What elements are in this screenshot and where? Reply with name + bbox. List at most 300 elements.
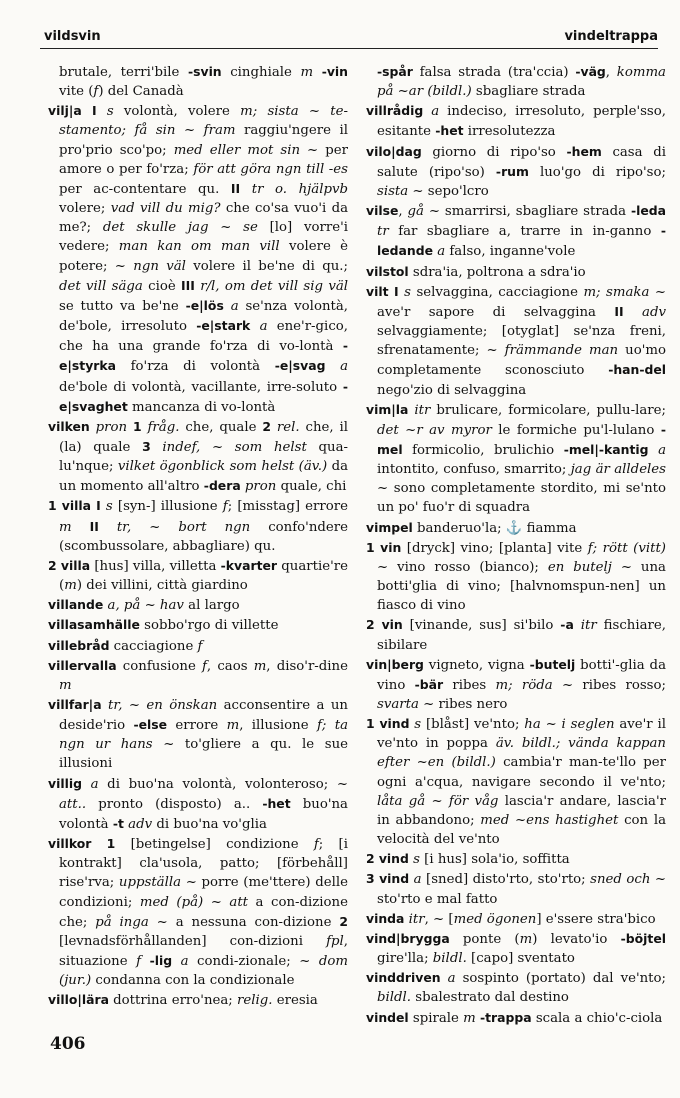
subentry: -svin <box>187 64 222 79</box>
entry-text: raggiu'ngere il pro'prio sco'po; <box>59 123 348 158</box>
entry-text: [vinande, sus] si'bilo <box>402 618 561 634</box>
entry-text: porre (me'ttere) delle condizioni; <box>59 875 348 910</box>
entry-italic: fråg. <box>147 419 180 435</box>
entry-text: [sned] disto'rto, sto'rto; <box>421 872 591 888</box>
headword: vind <box>378 851 409 867</box>
sense-number: 1 <box>366 539 375 555</box>
entry-text: per ac-contentare qu. <box>59 181 231 197</box>
sense-number: 2 <box>48 557 57 573</box>
subentry: -ledande <box>377 223 666 259</box>
entry-text: mancanza di vo-lontà <box>127 399 276 415</box>
entry-italic: relig. <box>237 993 273 1009</box>
entry-italic: f; rött (vitt) ~ <box>377 540 666 575</box>
subentry: -hem <box>566 143 602 159</box>
dictionary-entry <box>366 909 666 929</box>
entry-text: qua-lu'nque; <box>59 439 348 475</box>
entry-italic: det ~r av myror <box>377 422 492 438</box>
subentry: -böjtel <box>620 930 667 946</box>
entry-italic: med eller mot sin ~ <box>173 142 319 158</box>
entry-text: gire'lla; <box>377 951 433 967</box>
entry-italic: m; sista ~ te-stamento; få sin ~ fram <box>59 104 348 139</box>
entry-italic: fpl <box>326 933 344 949</box>
sense-number: 2 <box>366 851 375 867</box>
headword: villande <box>48 597 104 613</box>
entry-text: [syn-] illusione <box>112 499 223 515</box>
subentry: -e|stark <box>196 318 251 334</box>
entry-text: to'gliere a qu. le sue illusioni <box>59 737 348 772</box>
entry-text: sbalestrato dal destino <box>411 990 569 1006</box>
entry-italic: vad vill du mig? <box>110 201 221 217</box>
entry-italic: m <box>463 1010 476 1026</box>
entry-text: fo'rza di volontà <box>116 359 275 375</box>
headword: vim|la <box>366 401 409 417</box>
entry-text: [lo] vorre'i vedere; <box>59 220 348 255</box>
entry-text: [dryck] vino; [planta] vite <box>401 540 588 556</box>
subentry: -trappa <box>479 1009 532 1025</box>
entry-text: fischiare, sibilare <box>377 618 666 653</box>
entry-italic: för att göra ngn till -es <box>193 161 348 177</box>
sense-number: II <box>614 303 624 319</box>
headword: vindel <box>366 1009 409 1025</box>
subentry: -e|styrka <box>59 338 348 374</box>
entry-italic: pron <box>244 479 277 495</box>
dictionary-entry <box>48 556 348 595</box>
entry-italic: m <box>253 658 267 674</box>
entry-text: botti'-glia da vino <box>377 657 666 693</box>
subentry: -e|svag <box>274 358 326 374</box>
entry-text: cioè <box>142 278 182 294</box>
entry-text: , caos <box>206 658 254 674</box>
entry-text: a nessuna con-dizione <box>167 914 340 930</box>
entry-text: confo'ndere (scombussolare, abbagliare) qu. <box>59 519 348 554</box>
subentry: -het <box>262 795 291 811</box>
entry-text <box>151 440 163 455</box>
headword: villig <box>48 775 82 791</box>
entry-text: confusione <box>116 658 202 674</box>
subentry: -väg <box>575 64 606 79</box>
entry-italic: vilket ögonblick som helst (äv.) <box>117 459 328 475</box>
sense-number: I <box>91 103 97 119</box>
dictionary-entry <box>48 774 348 834</box>
dictionary-entry <box>366 1008 666 1028</box>
entry-italic: med ögonen <box>453 911 537 927</box>
entry-italic: s <box>106 104 114 120</box>
entry-text <box>240 182 252 197</box>
entry-text: [levnadsförhållanden] con-dizioni <box>59 933 327 949</box>
subentry: -mel <box>377 421 666 457</box>
subentry: -leda <box>630 203 666 219</box>
entry-italic: f <box>197 638 203 654</box>
entry-text: sobbo'rgo di villette <box>139 618 279 634</box>
dictionary-entry <box>366 968 666 1007</box>
entry-text: quale, chi <box>276 479 347 495</box>
entry-text: ribes rosso; <box>573 677 666 693</box>
entry-text <box>649 443 659 458</box>
entry-text: volere il be'ne di qu.; <box>185 258 348 274</box>
headword: villa <box>60 557 91 573</box>
headword: vilo|dag <box>366 143 422 159</box>
entry-text: cacciagione <box>109 638 198 654</box>
entry-italic: ~ dom (jur.) <box>59 954 348 989</box>
entry-text: [betingelse] condizione <box>115 837 314 853</box>
entry-text <box>313 65 322 80</box>
entry-italic: f <box>136 954 142 970</box>
entry-italic: itr <box>580 618 597 634</box>
entry-text: se'nza volontà, de'bole, irresoluto <box>59 298 349 335</box>
headword: villasamhälle <box>48 617 140 633</box>
entry-text: , <box>605 65 617 80</box>
entry-italic: ~ främmande man <box>486 343 619 359</box>
entry-text: buo'na volontà <box>59 796 348 832</box>
entry-text: uo'mo completamente sconosciuto <box>377 343 666 379</box>
sense-number: I <box>394 283 399 299</box>
entry-text: brutale, terri'bile <box>59 65 188 80</box>
sense-number: 2 <box>366 617 375 633</box>
headword: vinddriven <box>366 970 441 986</box>
entry-italic: s <box>414 717 422 733</box>
dictionary-entry <box>366 655 666 714</box>
sense-number: 3 <box>366 871 375 887</box>
entry-text <box>441 971 448 986</box>
subentry: -spår <box>377 64 413 79</box>
entry-italic: komma på ~ar (bildl.) <box>377 65 666 100</box>
dictionary-entry <box>366 518 666 538</box>
headword: villa <box>61 498 91 514</box>
entry-text <box>624 305 642 320</box>
entry-italic: itr <box>414 402 431 418</box>
entry-italic: m <box>59 677 72 693</box>
headword: villrådig <box>366 103 424 119</box>
entry-italic: a <box>259 319 268 335</box>
dictionary-entry <box>48 834 348 990</box>
subentry: -mel|-kantig <box>563 441 649 457</box>
entry-text: ; [i kontrakt] cla'usola, patto; [förbehåll] rise'rva; <box>59 837 348 891</box>
headword: vilken <box>48 418 90 434</box>
entry-text: , <box>398 204 408 220</box>
entry-italic: m <box>519 931 533 947</box>
subentry: -het <box>435 123 464 139</box>
entry-text: indeciso, irresoluto, perple'sso, esitante <box>377 104 666 140</box>
entry-text: sospinto (portato) dal ve'nto; <box>455 971 666 987</box>
entry-text: che, il (la) quale <box>59 419 349 455</box>
entry-italic: f; ta ngn ur hans ~ <box>59 718 348 753</box>
dictionary-entry <box>366 101 666 141</box>
entry-text: spirale <box>408 1010 464 1026</box>
sense-number: 2 <box>262 418 271 434</box>
entry-text <box>141 954 150 969</box>
entry-text: volere è potere; <box>59 239 349 274</box>
headword: villervalla <box>48 657 117 673</box>
subentry: -e|svaghet <box>59 378 348 414</box>
dictionary-entry <box>48 496 348 555</box>
entry-italic: låta gå ~ för våg <box>377 793 499 809</box>
entry-text: brulicare, formicolare, pullu-lare; <box>430 402 666 418</box>
entry-text <box>574 618 581 633</box>
entry-text: che co'sa vuo'i da me?; <box>59 201 349 236</box>
entry-text: de'bole di volontà, vacillante, irre-soluto <box>59 379 343 395</box>
entry-text: ) levato'io <box>532 931 621 947</box>
subentry: -bär <box>414 676 444 692</box>
entry-italic: a <box>90 776 99 792</box>
left-column <box>48 62 348 1011</box>
entry-italic: jag är alldeles ~ <box>377 462 667 497</box>
entry-text: ; [misstag] errore <box>227 499 348 515</box>
dictionary-entry <box>366 615 666 654</box>
dictionary-entry <box>48 417 348 497</box>
entry-text: sepo'lcro <box>423 183 489 199</box>
subentry: -kvarter <box>220 557 278 573</box>
headword: vin|berg <box>366 656 424 672</box>
entry-text: [capo] sventato <box>466 951 575 967</box>
header-rule <box>40 48 658 49</box>
dictionary-entry <box>48 695 348 774</box>
entry-text: eresia <box>272 993 318 1009</box>
entry-italic: m <box>64 578 77 594</box>
sense-number: 1 <box>106 836 116 852</box>
entry-italic: a, på ~ hav <box>107 598 184 614</box>
entry-italic: adv <box>128 816 153 832</box>
subentry: -vin <box>321 64 348 79</box>
headword: villkor <box>48 836 92 852</box>
headword: villfar|a <box>48 697 102 712</box>
dictionary-entry <box>366 538 666 616</box>
entry-text: volere; <box>59 201 111 217</box>
entry-text: formicolio, brulichio <box>402 442 564 458</box>
sense-number: II <box>89 518 99 534</box>
entry-italic: man kan om man vill <box>118 239 280 255</box>
entry-italic: bildl. <box>377 990 412 1006</box>
entry-text: sbagliare strada <box>471 84 586 100</box>
entry-text: ] e'ssere stra'bico <box>536 911 656 927</box>
entry-italic: pron <box>95 419 128 435</box>
entry-italic: det vill säga <box>59 278 143 294</box>
dictionary-entry <box>48 990 348 1010</box>
entry-text: smarrirsi, sbagliare strada <box>440 204 631 220</box>
headword: vinda <box>366 910 405 926</box>
entry-italic: f <box>222 499 228 515</box>
entry-text <box>97 104 107 119</box>
entry-text: [hus] villa, villetta <box>90 558 221 574</box>
entry-text: se tutto va be'ne <box>59 298 186 314</box>
entry-italic: tr, ~ en önskan <box>108 698 218 713</box>
subentry: -butelj <box>529 656 576 672</box>
entry-text: lascia'r andare, lascia'r in abbandono; <box>377 793 666 828</box>
entry-italic: sista ~ <box>377 183 424 199</box>
entry-text: ave'r sapore di selvaggina <box>377 304 615 320</box>
sense-number: 3 <box>142 438 151 454</box>
entry-text: ribes nero <box>434 697 508 712</box>
entry-text: a con-dizione che; <box>59 894 348 930</box>
entry-text: vite ( <box>59 84 94 100</box>
page-number: 406 <box>50 1034 86 1054</box>
entry-text: di buo'na volontà, volonteroso; <box>98 776 337 792</box>
sense-number: I <box>96 498 101 514</box>
entry-text: [blåst] ve'nto; <box>421 717 525 733</box>
entry-text: con la velocità del ve'nto <box>377 812 666 848</box>
dictionary-entry <box>366 282 666 400</box>
headword: vind <box>379 871 410 887</box>
entry-text: selvaggina, cacciagione <box>410 284 584 300</box>
entry-italic: a <box>180 954 189 970</box>
entry-text: condi-zionale; <box>188 954 300 970</box>
sense-number: 1 <box>132 418 142 434</box>
entry-text: , illusione <box>239 718 317 734</box>
entry-text: pronto (disposto) a.. <box>86 796 263 812</box>
entry-italic: itr <box>408 911 425 927</box>
entry-text: intontito, confuso, smarrito; <box>377 462 571 478</box>
entry-text: di buo'na vo'glia <box>152 816 267 832</box>
subentry: -lig <box>149 953 173 969</box>
entry-text: giorno di ripo'so <box>421 144 567 160</box>
entry-text <box>325 359 340 374</box>
entry-text: ave'r il ve'nto in poppa <box>377 717 666 752</box>
subentry: -else <box>133 717 168 733</box>
sense-number: III <box>181 277 195 293</box>
entry-text: una botti'glia di vino; [halvnomspun-nen] un fiasco di vino <box>377 559 666 614</box>
entry-text <box>72 520 90 535</box>
entry-italic: adv <box>642 304 666 320</box>
entry-text: ribes <box>443 677 496 693</box>
entry-text: [i hus] sola'io, soffitta <box>419 852 570 868</box>
entry-italic: f <box>93 84 99 100</box>
entry-italic: a <box>230 298 239 314</box>
dictionary-entry <box>366 869 666 908</box>
entry-text: , ~ [ <box>424 911 454 927</box>
entry-text: vigneto, vigna <box>423 657 530 673</box>
entry-italic: tr o. hjälpvb <box>251 181 348 197</box>
entry-italic: en butelj ~ <box>547 559 632 575</box>
entry-text: quartie're ( <box>59 558 348 594</box>
entry-italic: a <box>340 359 348 375</box>
entry-italic: a <box>447 971 456 987</box>
entry-italic: a <box>431 104 440 120</box>
subentry: -dera <box>203 478 241 494</box>
entry-text: falso, inganne'vole <box>445 244 576 260</box>
dictionary-entry <box>48 101 348 417</box>
entry-text <box>82 777 91 792</box>
entry-text: al largo <box>183 598 240 614</box>
entry-italic: m; röda ~ <box>495 677 574 693</box>
entry-text: luo'go di ripo'so; <box>528 164 666 180</box>
entry-text: banderuo'la; ⚓ fiamma <box>412 520 577 536</box>
dictionary-entry <box>366 849 666 869</box>
entry-text: , situazione <box>59 933 348 970</box>
entry-text: sdra'ia, poltrona a sdra'io <box>408 264 586 280</box>
entry-italic: svarta ~ <box>377 697 435 712</box>
dictionary-entry <box>366 262 666 282</box>
entry-italic: indef, ~ som helst <box>162 439 307 455</box>
dictionary-entry <box>48 615 348 635</box>
entry-italic: s <box>404 284 411 300</box>
entry-text: ) dei villini, città giardino <box>76 578 248 594</box>
entry-text: volontà, volere <box>113 104 241 120</box>
dictionary-entry <box>366 929 666 968</box>
entry-italic: gå ~ <box>407 204 440 220</box>
entry-italic: på inga ~ <box>95 914 168 930</box>
entry-text: ene'r-gico, che ha una grande fo'rza di vo-lontà <box>59 319 348 355</box>
entry-text: irresolutezza <box>463 124 556 140</box>
entry-text: falsa strada (tra'ccia) <box>412 65 576 80</box>
entry-text: selvaggiamente; [otyglat] se'nza freni, sfrenatamente; <box>377 324 666 359</box>
entry-text: da un momento all'altro <box>59 459 349 495</box>
entry-text: nego'zio di selvaggina <box>377 382 527 398</box>
entry-text: ponte ( <box>449 931 520 947</box>
entry-text <box>82 104 92 119</box>
entry-text: che, quale <box>179 419 263 435</box>
entry-text <box>91 837 106 852</box>
subentry: -t <box>112 815 124 831</box>
running-head-left: vildsvin <box>44 29 101 44</box>
entry-text <box>172 954 181 969</box>
dictionary-entry <box>48 595 348 615</box>
dictionary-entry <box>366 62 666 101</box>
dictionary-entry <box>366 714 666 849</box>
entry-italic: tr, ~ bort ngn <box>116 519 251 535</box>
entry-text: acconsentire a un deside'rio <box>59 698 348 734</box>
subentry: -e|lös <box>185 297 224 313</box>
headword: villebråd <box>48 637 110 653</box>
entry-text: le formiche pu'l-lulano <box>491 422 661 438</box>
entry-italic: a <box>413 872 422 888</box>
running-head-right: vindeltrappa <box>564 29 658 44</box>
entry-italic: s <box>105 499 113 515</box>
subentry: -han-del <box>608 362 666 378</box>
entry-italic: tr <box>377 224 389 240</box>
entry-italic: ~ ngn väl <box>114 258 186 274</box>
entry-text: vino rosso (bianco); <box>388 559 548 575</box>
entry-text <box>250 319 259 334</box>
entry-italic: f <box>202 658 207 674</box>
entry-italic: uppställa ~ <box>118 875 197 891</box>
entry-italic: bildl. <box>432 951 467 967</box>
entry-text: per amore o per fo'rza; <box>59 142 348 177</box>
dictionary-entry <box>366 142 666 201</box>
headword: vilstol <box>366 263 409 279</box>
entry-italic: ~ att.. <box>59 776 348 812</box>
entry-italic: m <box>59 519 72 535</box>
entry-italic: rel. <box>276 419 300 435</box>
sense-number: 1 <box>366 716 375 732</box>
entry-text: sono completamente stordito, mi se'nto un po' fuo'r di squadra <box>377 481 666 516</box>
entry-italic: m <box>300 65 314 80</box>
entry-text: scala a chio'c-ciola <box>531 1010 663 1026</box>
entry-text: cambia'r man-te'llo per ogni a'cqua, navigare secondo il ve'nto; <box>377 755 666 790</box>
subentry: -a <box>560 617 574 633</box>
headword: vind|brygga <box>366 930 450 946</box>
entry-text: sto'rto e mal fatto <box>377 891 498 907</box>
entry-italic: s <box>413 852 420 868</box>
entry-italic: med ~ens hastighet <box>480 812 619 828</box>
sense-number: 1 <box>48 498 57 514</box>
sense-number: II <box>230 180 241 196</box>
right-column <box>366 62 666 1028</box>
headword: vilse <box>366 203 399 219</box>
entry-italic: äv. bildl.; vända kappan efter ~en (bildl.) <box>377 736 666 771</box>
sense-number: 2 <box>339 913 348 929</box>
entry-italic: m <box>226 718 240 734</box>
entry-italic: det skulle jag ~ se <box>102 220 258 236</box>
dictionary-entry <box>48 656 348 695</box>
entry-text: errore <box>167 718 227 734</box>
entry-text <box>99 520 117 535</box>
entry-text: casa di salute (ripo'so) <box>377 144 666 180</box>
entry-text: far sbagliare a, trarre in in-ganno <box>388 224 661 240</box>
entry-italic: f <box>313 837 319 853</box>
dictionary-entry <box>366 400 666 518</box>
entry-italic: m; smaka ~ <box>583 284 667 300</box>
headword: villo|lära <box>48 992 109 1008</box>
dictionary-entry <box>366 201 666 261</box>
